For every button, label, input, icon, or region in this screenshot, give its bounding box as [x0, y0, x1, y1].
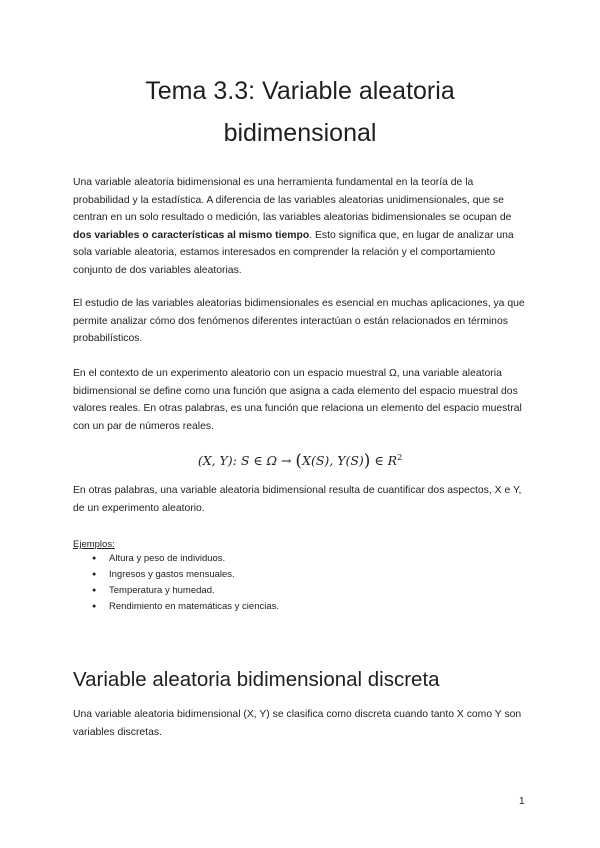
bullet-icon: ●: [92, 555, 97, 562]
page-number: 1: [519, 796, 525, 807]
section-heading: Variable aleatoria bidimensional discreta: [73, 668, 440, 691]
list-item-text: Ingresos y gastos mensuales.: [109, 569, 235, 580]
intro-text-start: Una variable aleatoria bidimensional es una herramienta fundamental en la teoría de la probabilidad y la estadística. A diferencia de las variables aleatorias unidimensionales, que se centran en un solo resultado o medición, las variables aleatorias bidimensionales se ocupan de: [73, 177, 512, 224]
list-item: [92, 583, 279, 599]
page-title: [60, 70, 540, 154]
definition-paragraph: En el contexto de un experimento aleatorio con un espacio muestral Ω, una variable aleatoria bidimensional se define como una función que asigna a cada elemento del espacio muestral dos valores reales. En otras palabras, es una función que relaciona un elemento del espacio muestral con un par de números reales.: [73, 368, 522, 432]
formula-lhs: (X, Y): S ∈ Ω →: [197, 453, 296, 468]
list-item-text: Rendimiento en matemáticas y ciencias.: [109, 601, 280, 612]
quantify-paragraph: En otras palabras, una variable aleatoria bidimensional resulta de cuantificar dos aspectos, X e Y, de un experimento aleatorio.: [73, 485, 522, 514]
formula-middle: X(S), Y(S): [302, 453, 364, 468]
definition-formula: [0, 451, 600, 471]
list-item: [92, 551, 279, 567]
list-item-text: Temperatura y humedad.: [109, 585, 215, 596]
examples-list: [92, 551, 279, 615]
bullet-icon: ●: [92, 603, 97, 610]
section-paragraph: Una variable aleatoria bidimensional (X, Y) se clasifica como discreta cuando tanto X como Y son variables discretas.: [73, 709, 522, 738]
formula-left-paren: (: [295, 451, 303, 471]
title-line-2: bidimensional: [223, 119, 377, 147]
title-line-1: Tema 3.3: Variable aleatoria: [145, 77, 455, 105]
list-item-text: Altura y peso de individuos.: [109, 553, 226, 564]
formula-right-paren: ): [363, 451, 371, 471]
formula-rhs: ∈ R: [370, 453, 398, 468]
intro-bold-text: dos variables o características al mismo tiempo: [73, 229, 310, 241]
intro-text-end: . Esto significa que, en lugar de analizar una sola variable aleatoria, estamos interesados en comprender la relación y el comportamiento conjunto de dos variables aleatorias.: [73, 229, 514, 276]
bullet-icon: ●: [92, 587, 97, 594]
intro-paragraph: [73, 174, 531, 280]
list-item: [92, 599, 279, 615]
applications-paragraph: El estudio de las variables aleatorias bidimensionales es esencial en muchas aplicaciones, ya que permite analizar cómo dos fenómenos diferentes interactúan o están relacionados en términos probabilísticos.: [73, 298, 525, 345]
examples-label: Ejemplos:: [73, 539, 115, 550]
formula-exponent: 2: [397, 452, 403, 462]
bullet-icon: ●: [92, 571, 97, 578]
list-item: [92, 567, 279, 583]
